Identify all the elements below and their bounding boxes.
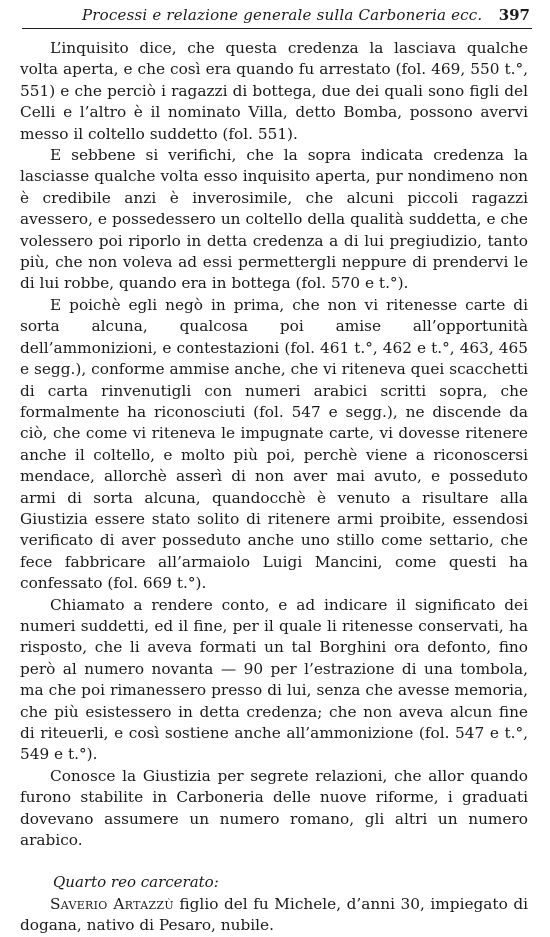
page-body <box>20 38 528 937</box>
page-number: 397 <box>498 6 530 24</box>
paragraph: L’inquisito dice, che questa credenza la lasciava qualche volta aperta, e che così era quando fu arrestato (fol. 469, 550 t.°, 551) e che perciò i ragazzi di bottega, due dei quali sono figli del Celli e l’altro è il nominato Villa, detto Bomba, possono avervi messo il coltello suddetto (fol. 551). <box>20 39 528 143</box>
paragraph: E poichè egli negò in prima, che non vi ritenesse carte di sorta alcuna, qualcosa poi amise all’opportunità dell’ammonizioni, e contestazioni (fol. 461 t.°, 462 e t.°, 463, 465 e segg.), conforme ammise anche, che vi riteneva quei scacchetti di carta rinvenutigli con numeri arabici scritti sopra, che formalmente ha riconosciuti (fol. 547 e segg.), ne discende da ciò, che come vi riteneva le impugnate carte, vi dovesse ritenere anche il coltello, e molto più poi, perchè viene a riconoscersi mendace, allorchè asserì di non aver mai avuto, e posseduto armi di sorta alcuna, quandocchè è venuto a risultare alla Giustizia essere stato solito di ritenere armi proibite, essendosi verificato di aver posseduto anche uno stillo come settario, che fece fabbricare all’armaiolo Luigi Mancini, come questi ha confessato (fol. 669 t.°). <box>20 295 528 593</box>
section-spacer <box>20 851 528 872</box>
paragraph: E sebbene si verifichi, che la sopra indicata credenza la lasciasse qualche volta esso inquisito aperta, pur nondimeno non è credibile anzi è inverosimile, che alcuni piccoli ragazzi avessero, e possedessero un coltello della qualità suddetta, e che volessero poi riporlo in detta credenza a di lui pregiudizio, tanto più, che non voleva ad essi permettergli neppure di prendervi le di lui robbe, quando era in bottega (fol. 570 e t.°). <box>20 146 528 293</box>
defendant-description: figlio del fu Michele, d’anni 30, impiegato di dogana, nativo di Pesaro, nubile. <box>20 894 528 935</box>
page-header <box>22 4 532 28</box>
header-rule <box>22 28 532 29</box>
section-heading: Quarto reo carcerato: <box>53 873 219 892</box>
paragraph: Conosce la Giustizia per segrete relazioni, che allor quando furono stabilite in Carboneria delle nuove riforme, i graduati dovevano assumere un numero romano, gli altri un numero arabico. <box>20 766 528 850</box>
defendant-entry <box>20 894 528 937</box>
paragraph: Chiamato a rendere conto, e ad indicare il significato dei numeri suddetti, ed il fine, per il quale li ritenesse conservati, ha risposto, che li aveva formati un tal Borghini ora defonto, fino però al numero novanta — 90 per l’estrazione di una tombola, ma che poi rimanessero presso di lui, senza che avesse memoria, che più esistessero in detta credenza; che non aveva alcun fine di riteuerli, e così sostiene anche all’ammonizione (fol. 547 e t.°, 549 e t.°). <box>20 595 528 764</box>
running-title: Processi e relazione generale sulla Carboneria ecc. <box>82 6 483 24</box>
defendant-name: Saverio Artazzù <box>50 894 174 913</box>
